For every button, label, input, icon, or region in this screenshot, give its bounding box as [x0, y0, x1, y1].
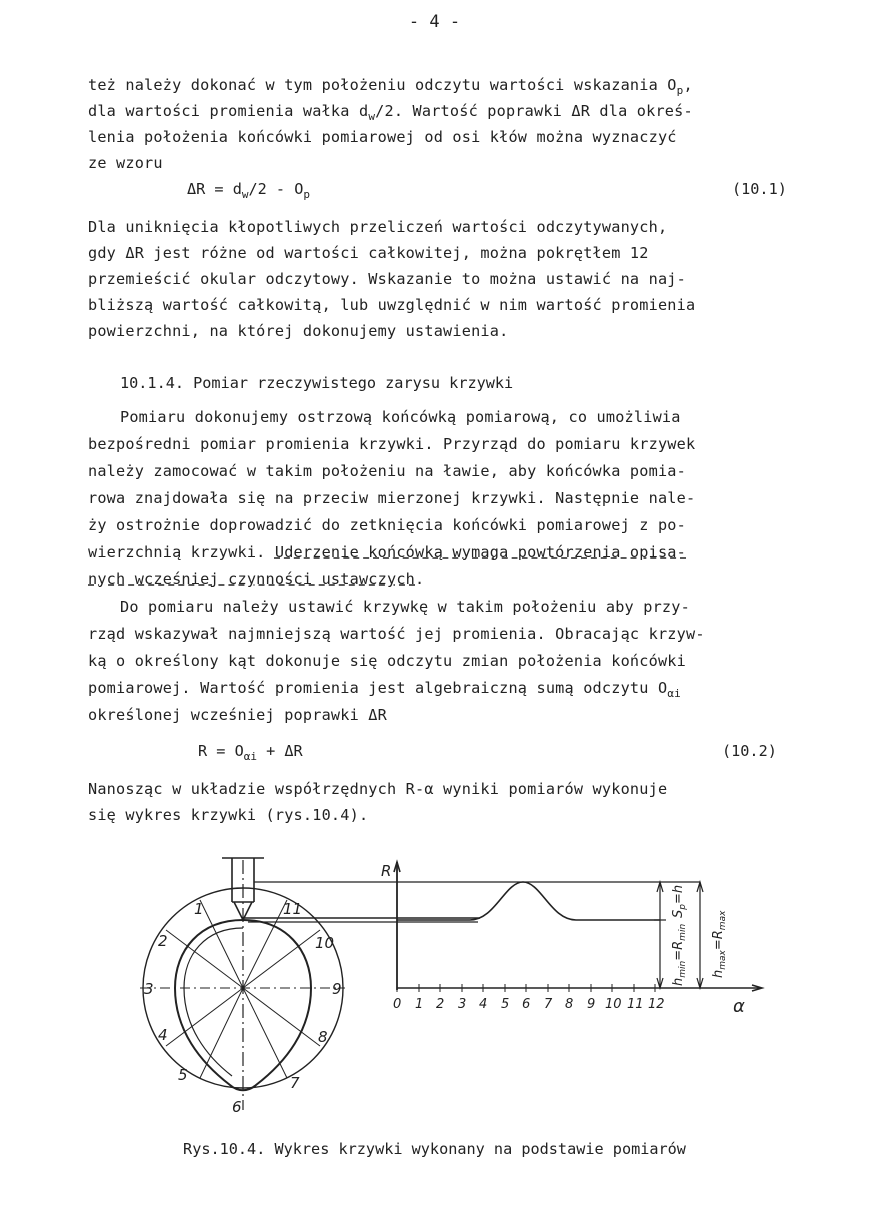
para2-line5: powierzchni, na której dokonujemy ustawienia. — [88, 322, 509, 340]
para4-line5: określonej wcześniej poprawki ΔR — [88, 706, 387, 724]
page-number: - 4 - — [408, 12, 461, 32]
equation-10-1-number: (10.1) — [732, 180, 787, 198]
para5-line1: Nanosząc w układzie współrzędnych R-α wyniki pomiarów wykonuje — [88, 780, 668, 798]
cam-label-8: 8 — [318, 1028, 328, 1046]
x-tick-8: 8 — [565, 997, 574, 1012]
axis-x-label: α — [733, 996, 745, 1017]
dim-label-hmin: $h_{min}=R_{min}$ — [671, 923, 688, 986]
x-tick-12: 12 — [648, 997, 665, 1012]
para5-line2: się wykres krzywki (rys.10.4). — [88, 806, 369, 824]
para1-line1: też należy dokonać w tym położeniu odczytu wartości wskazania $O_p$, — [88, 76, 693, 98]
para3-line1: Pomiaru dokonujemy ostrzową końcówką pomiarową, co umożliwia — [120, 408, 681, 426]
para3-line2: bezpośredni pomiar promienia krzywki. Przyrząd do pomiaru krzywek — [88, 435, 696, 453]
dim-label-hmax: $h_{max}=R_{max}$ — [711, 910, 728, 978]
x-tick-0: 0 — [393, 997, 402, 1012]
cam-label-1: 1 — [194, 900, 204, 918]
para3-line7: nych wcześniej czynności ustawczych. — [88, 570, 425, 588]
cam-label-9: 9 — [332, 980, 342, 998]
cam-label-2: 2 — [158, 932, 168, 950]
para3-line6: wierzchnią krzywki. Uderzenie końcówką wymaga powtórzenia opisa- — [88, 543, 686, 561]
para4-line1: Do pomiaru należy ustawić krzywkę w takim położeniu aby przy- — [120, 598, 690, 616]
cam-label-7: 7 — [290, 1074, 300, 1092]
para3-line4: rowa znajdowała się na przeciw mierzonej krzywki. Następnie nale- — [88, 489, 696, 507]
para4-line3: ką o określony kąt dokonuje się odczytu zmian położenia końcówki — [88, 652, 686, 670]
para4-line4: pomiarowej. Wartość promienia jest algebraiczną sumą odczytu $O_{\alpha i}$ — [88, 679, 681, 701]
para2-line4: bliższą wartość całkowitą, lub uwzględnić w nim wartość promienia — [88, 296, 696, 314]
section-heading: 10.1.4. Pomiar rzeczywistego zarysu krzywki — [120, 374, 514, 392]
x-tick-11: 11 — [627, 997, 644, 1012]
x-tick-6: 6 — [522, 997, 531, 1012]
axis-y-label: R — [381, 862, 392, 880]
cam-label-10: 10 — [315, 934, 335, 952]
para2-line1: Dla uniknięcia kłopotliwych przeliczeń wartości odczytywanych, — [88, 218, 668, 236]
para4-line2: rząd wskazywał najmniejszą wartość jej promienia. Obracając krzyw- — [88, 625, 705, 643]
cam-label-4: 4 — [158, 1026, 168, 1044]
para1-line4: ze wzoru — [88, 154, 163, 172]
x-tick-9: 9 — [587, 997, 596, 1012]
para2-line3: przemieścić okular odczytowy. Wskazanie to można ustawić na naj- — [88, 270, 686, 288]
x-tick-4: 4 — [479, 997, 488, 1012]
cam-label-11: 11 — [283, 900, 303, 918]
cam-label-5: 5 — [178, 1066, 188, 1084]
x-tick-1: 1 — [415, 997, 424, 1012]
para3-line3: należy zamocować w takim położeniu na ławie, aby końcówka pomia- — [88, 462, 686, 480]
para1-line3: lenia położenia końcówki pomiarowej od osi kłów można wyznaczyć — [88, 128, 677, 146]
figure-caption: Rys.10.4. Wykres krzywki wykonany na podstawie pomiarów — [183, 1140, 686, 1158]
para3-line5: ży ostrożnie doprowadzić do zetknięcia końcówki pomiarowej z po- — [88, 516, 686, 534]
cam-label-6: 6 — [232, 1098, 242, 1116]
x-tick-7: 7 — [544, 997, 553, 1012]
x-tick-10: 10 — [605, 997, 622, 1012]
equation-10-1: $\Delta R = d_w/2 - O_p$ — [187, 180, 310, 202]
radius-curve — [397, 882, 660, 920]
x-tick-3: 3 — [458, 997, 467, 1012]
x-tick-2: 2 — [436, 997, 445, 1012]
equation-10-2: $R = O_{\alpha i} + \Delta R$ — [198, 742, 303, 764]
x-tick-5: 5 — [501, 997, 510, 1012]
cam-label-3: 3 — [144, 980, 154, 998]
equation-10-2-number: (10.2) — [722, 742, 777, 760]
para1-line2: dla wartości promienia wałka $d_w/2$. Wartość poprawki ΔR dla okreś- — [88, 102, 693, 124]
para2-line2: gdy ΔR jest różne od wartości całkowitej, można pokrętłem 12 — [88, 244, 649, 262]
dim-label-sp: $S_p=h$ — [671, 884, 688, 918]
